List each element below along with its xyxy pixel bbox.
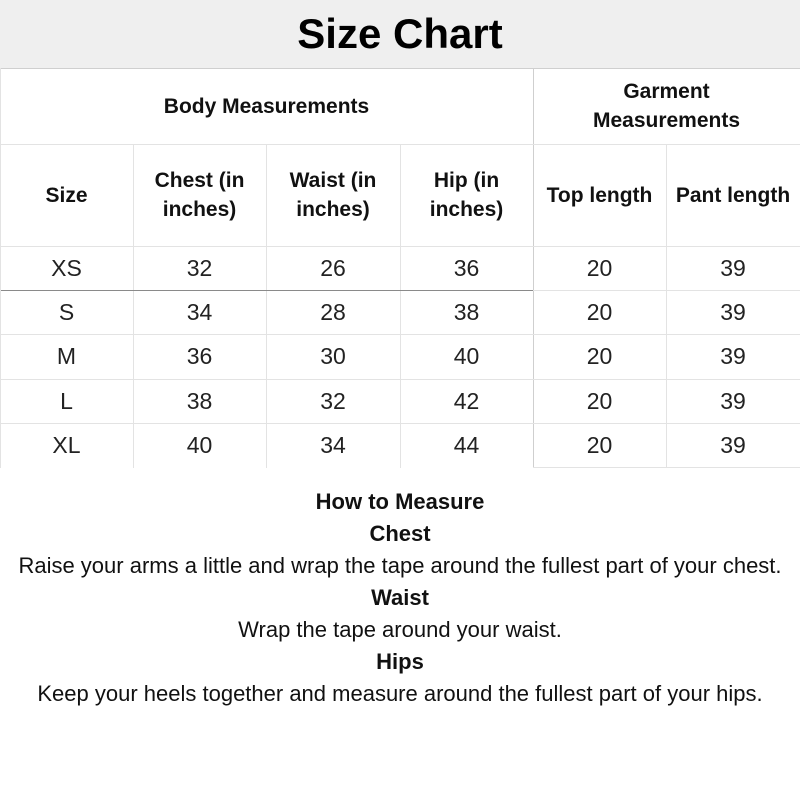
size-cell: L (60, 387, 73, 414)
chest-cell: 36 (186, 343, 213, 369)
size-cell: S (58, 298, 75, 325)
column-header-waist: Waist (in inches) (289, 169, 377, 221)
top-length-cell: 20 (586, 254, 613, 281)
garment-measurements-header: Garment Measurements (592, 80, 741, 132)
hip-cell: 42 (453, 387, 480, 414)
chest-cell: 38 (186, 387, 213, 414)
chest-cell: 40 (186, 431, 213, 458)
hips-instructions: Keep your heels together and measure around the fullest part of your hips. (37, 681, 763, 706)
size-cell: XS (51, 254, 82, 281)
top-length-cell: 20 (586, 431, 613, 458)
hip-cell: 40 (453, 343, 480, 369)
chest-title: Chest (369, 521, 431, 546)
waist-cell: 34 (320, 431, 346, 458)
top-length-cell: 20 (586, 298, 613, 325)
how-to-measure-heading: How to Measure (315, 489, 485, 514)
column-header-pant-length: Pant length (675, 183, 791, 207)
chest-cell: 34 (186, 298, 213, 325)
hip-cell: 36 (453, 254, 480, 281)
pant-length-cell: 39 (720, 298, 746, 325)
column-header-chest: Chest (in inches) (154, 169, 245, 221)
size-cell: XL (52, 431, 81, 458)
hip-cell: 38 (453, 298, 480, 325)
column-header-size: Size (45, 183, 88, 207)
column-header-hip: Hip (in inches) (429, 169, 504, 221)
size-chart-table (0, 68, 800, 468)
column-header-top-length: Top length (546, 183, 653, 207)
hip-cell: 44 (453, 431, 480, 458)
pant-length-cell: 39 (720, 431, 746, 458)
waist-instructions: Wrap the tape around your waist. (238, 617, 562, 642)
waist-cell: 28 (320, 298, 346, 325)
waist-cell: 26 (320, 254, 346, 281)
waist-cell: 30 (320, 343, 346, 369)
chest-cell: 32 (186, 254, 213, 281)
pant-length-cell: 39 (720, 254, 746, 281)
top-length-cell: 20 (586, 387, 613, 414)
chest-instructions: Raise your arms a little and wrap the tape around the fullest part of your chest. (18, 553, 782, 578)
pant-length-cell: 39 (720, 387, 746, 414)
body-measurements-header: Body Measurements (163, 94, 370, 118)
size-cell: M (56, 343, 77, 369)
waist-title: Waist (371, 585, 429, 610)
page-title: Size Chart (0, 0, 800, 69)
how-to-measure (0, 486, 800, 710)
pant-length-cell: 39 (720, 343, 746, 369)
top-length-cell: 20 (586, 343, 613, 369)
hips-title: Hips (376, 649, 424, 674)
waist-cell: 32 (320, 387, 346, 414)
